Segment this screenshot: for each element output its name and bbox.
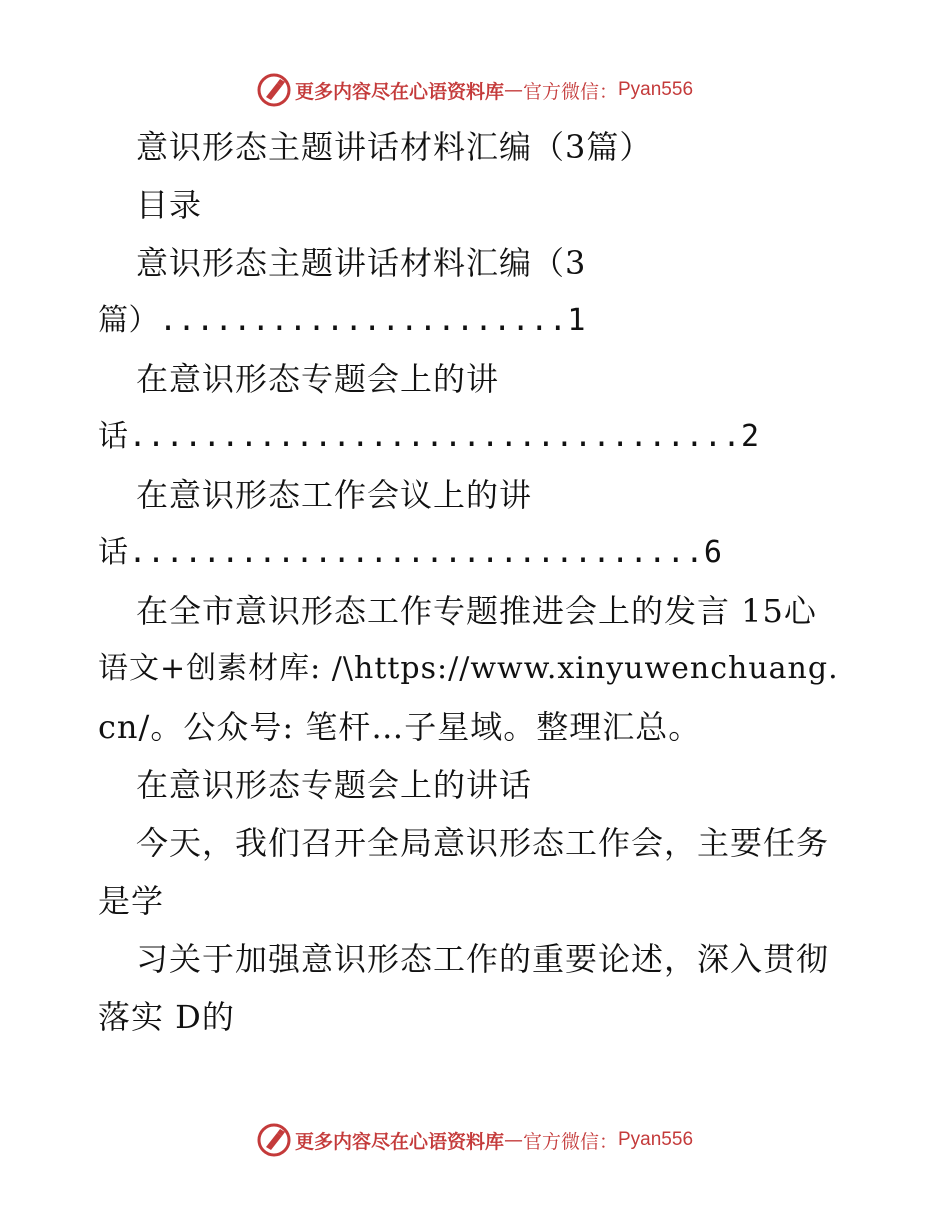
paragraph-2-line1: 习关于加强意识形态工作的重要论述，深入贯彻 xyxy=(136,940,830,978)
toc-entry-1-line2: 篇）......................1 xyxy=(98,303,586,338)
paragraph-1-line2: 是学 xyxy=(98,882,165,920)
paragraph-2-line2: 落实 D的 xyxy=(98,998,235,1036)
toc-entry-2-line1: 在意识形态专题会上的讲 xyxy=(136,360,500,398)
watermark-dash: — xyxy=(503,79,523,101)
toc-entry-2-line2: 话.................................2 xyxy=(98,419,760,454)
toc-entry-3-line2: 话...............................6 xyxy=(98,535,723,570)
watermark-wechat-label: 官方微信： xyxy=(522,1130,618,1153)
toc-entry-4: 在全市意识形态工作专题推进会上的发言 15心 xyxy=(136,592,817,630)
watermark-library-name: 更多内容尽在心语资料库 xyxy=(294,1130,504,1153)
watermark-wechat-id: Pyan556 xyxy=(618,79,694,100)
pen-nib-logo-icon xyxy=(257,73,291,107)
paragraph-1-line1: 今天，我们召开全局意识形态工作会，主要任务 xyxy=(136,824,830,862)
section-heading: 在意识形态专题会上的讲话 xyxy=(136,766,533,804)
source-note-line2: cn/。公众号: 笔杆…子星域。整理汇总。 xyxy=(98,708,702,746)
toc-heading: 目录 xyxy=(136,186,203,224)
document-title: 意识形态主题讲话材料汇编（3篇） xyxy=(136,128,653,166)
toc-entry-3-line1: 在意识形态工作会议上的讲 xyxy=(136,476,533,514)
watermark-dash: — xyxy=(503,1129,523,1151)
watermark-wechat-label: 官方微信： xyxy=(522,80,618,103)
toc-entry-1-line1: 意识形态主题讲话材料汇编（3 xyxy=(136,244,587,282)
watermark-wechat-id: Pyan556 xyxy=(618,1129,694,1150)
watermark-header xyxy=(0,70,950,110)
watermark-library-name: 更多内容尽在心语资料库 xyxy=(294,80,504,103)
watermark-footer xyxy=(0,1120,950,1160)
pen-nib-logo-icon xyxy=(257,1123,291,1157)
source-note-line1: 语文+创素材库: /\https://www.xinyuwenchuang. xyxy=(98,651,839,686)
